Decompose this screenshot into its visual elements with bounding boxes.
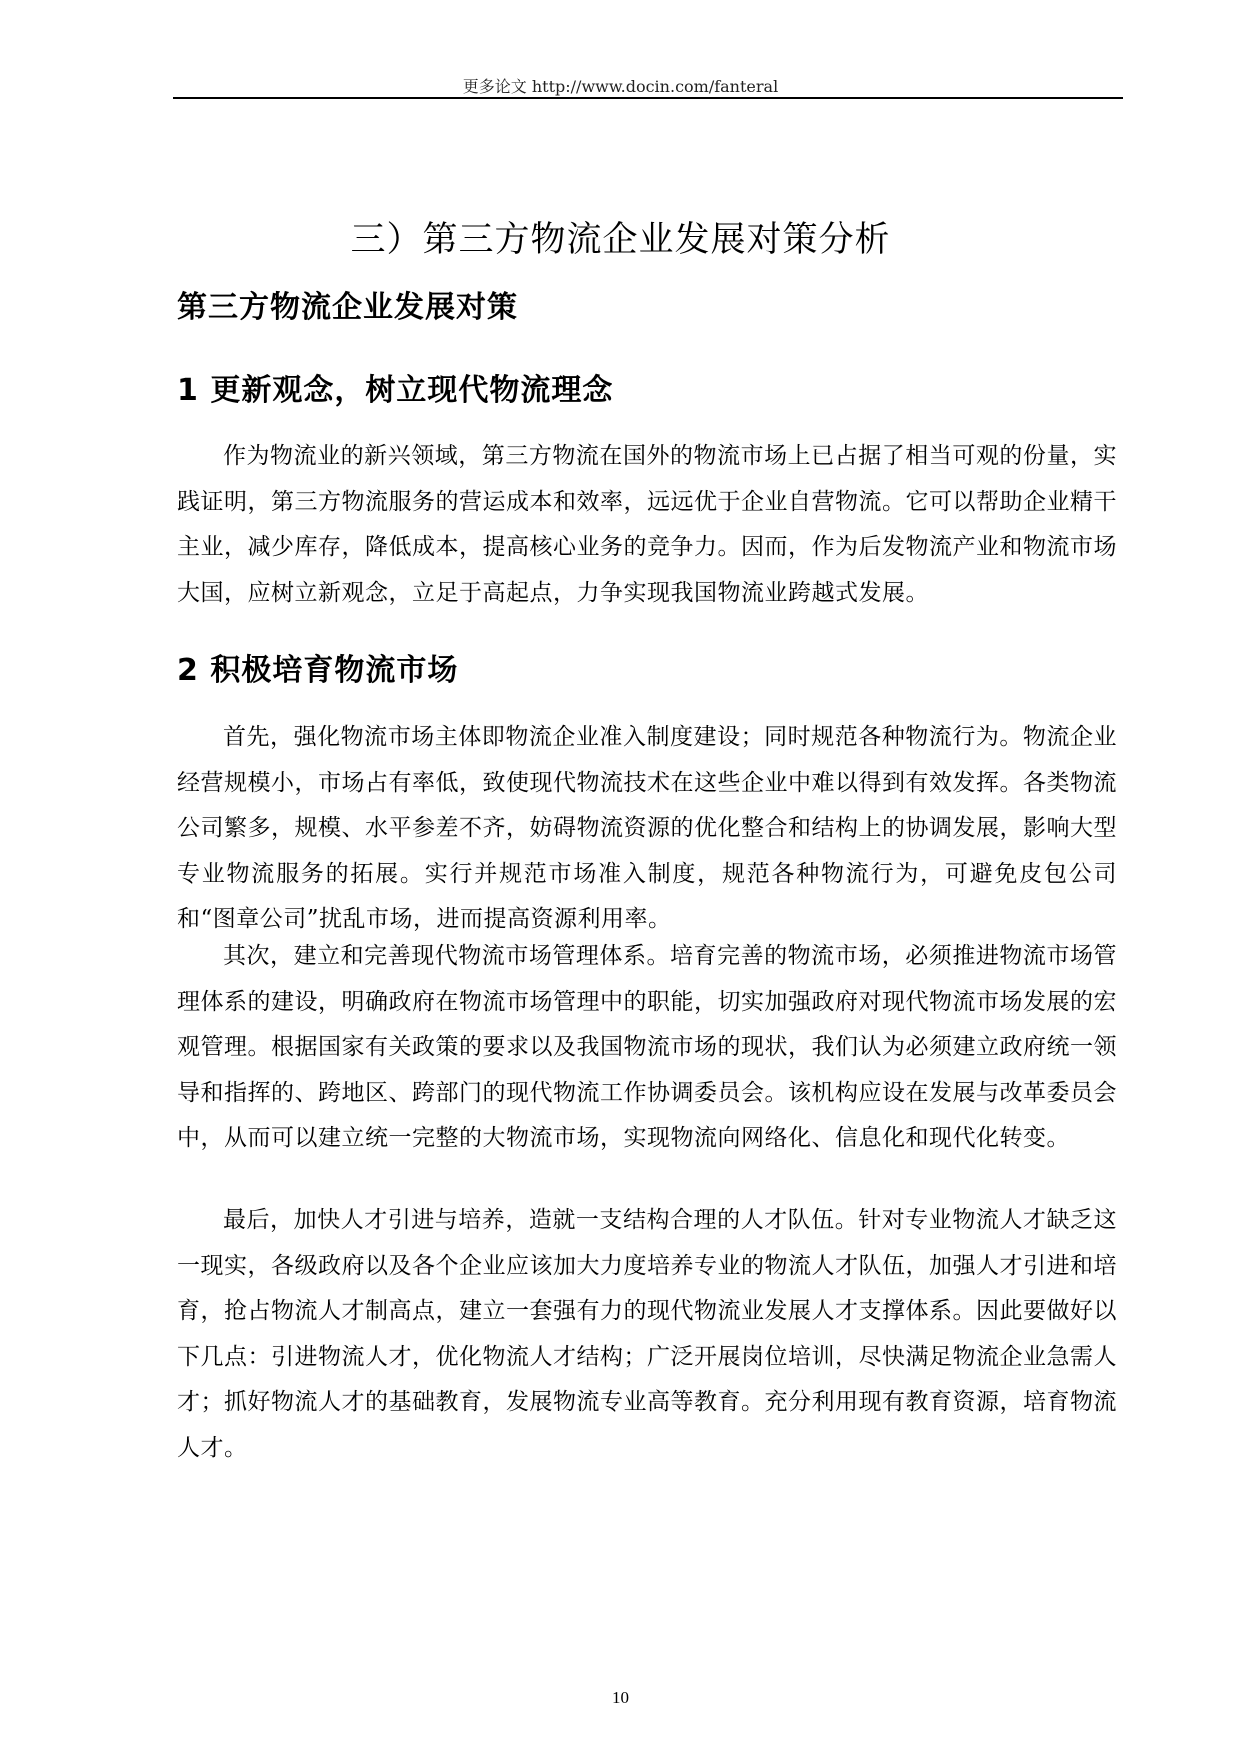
paragraph-3: 其次，建立和完善现代物流市场管理体系。培育完善的物流市场，必须推进物流市场管理体系的建设，明确政府在物流市场管理中的职能，切实加强政府对现代物流市场发展的宏观管理。根据国家有关政策的要求以及我国物流市场的现状，我们认为必须建立政府统一领导和指挥的、跨地区、跨部门的现代物流工作协调委员会。该机构应设在发展与改革委员会中，从而可以建立统一完整的大物流市场，实现物流向网络化、信息化和现代化转变。	[177, 943, 1117, 1151]
paragraph-2: 首先，强化物流市场主体即物流企业准入制度建设；同时规范各种物流行为。物流企业经营规模小，市场占有率低，致使现代物流技术在这些企业中难以得到有效发挥。各类物流公司繁多，规模、水平参差不齐，妨碍物流资源的优化整合和结构上的协调发展，影响大型专业物流服务的拓展。实行并规范市场准入制度，规范各种物流行为，可避免皮包公司和“图章公司”扰乱市场，进而提高资源利用率。	[177, 724, 1117, 932]
page-number: 10	[612, 1688, 629, 1707]
header-divider	[173, 97, 1123, 99]
paragraph-1: 作为物流业的新兴领域，第三方物流在国外的物流市场上已占据了相当可观的份量，实践证明，第三方物流服务的营运成本和效率，远远优于企业自营物流。它可以帮助企业精干主业，减少库存，降低成本，提高核心业务的竞争力。因而，作为后发物流产业和物流市场大国，应树立新观念，立足于高起点，力争实现我国物流业跨越式发展。	[177, 443, 1117, 606]
running-header: 更多论文 http://www.docin.com/fanteral	[462, 77, 779, 96]
paragraph-4: 最后，加快人才引进与培养，造就一支结构合理的人才队伍。针对专业物流人才缺乏这一现实，各级政府以及各个企业应该加大力度培养专业的物流人才队伍，加强人才引进和培育，抢占物流人才制高点，建立一套强有力的现代物流业发展人才支撑体系。因此要做好以下几点：引进物流人才，优化物流人才结构；广泛开展岗位培训，尽快满足物流企业急需人才；抓好物流人才的基础教育，发展物流专业高等教育。充分利用现有教育资源，培育物流人才。	[177, 1207, 1117, 1461]
chapter-title: 三）第三方物流企业发展对策分析	[350, 220, 891, 260]
section-heading: 第三方物流企业发展对策	[177, 290, 518, 325]
subsection-heading-1: 1 更新观念，树立现代物流理念	[177, 373, 614, 408]
subsection-heading-2: 2 积极培育物流市场	[177, 653, 459, 688]
